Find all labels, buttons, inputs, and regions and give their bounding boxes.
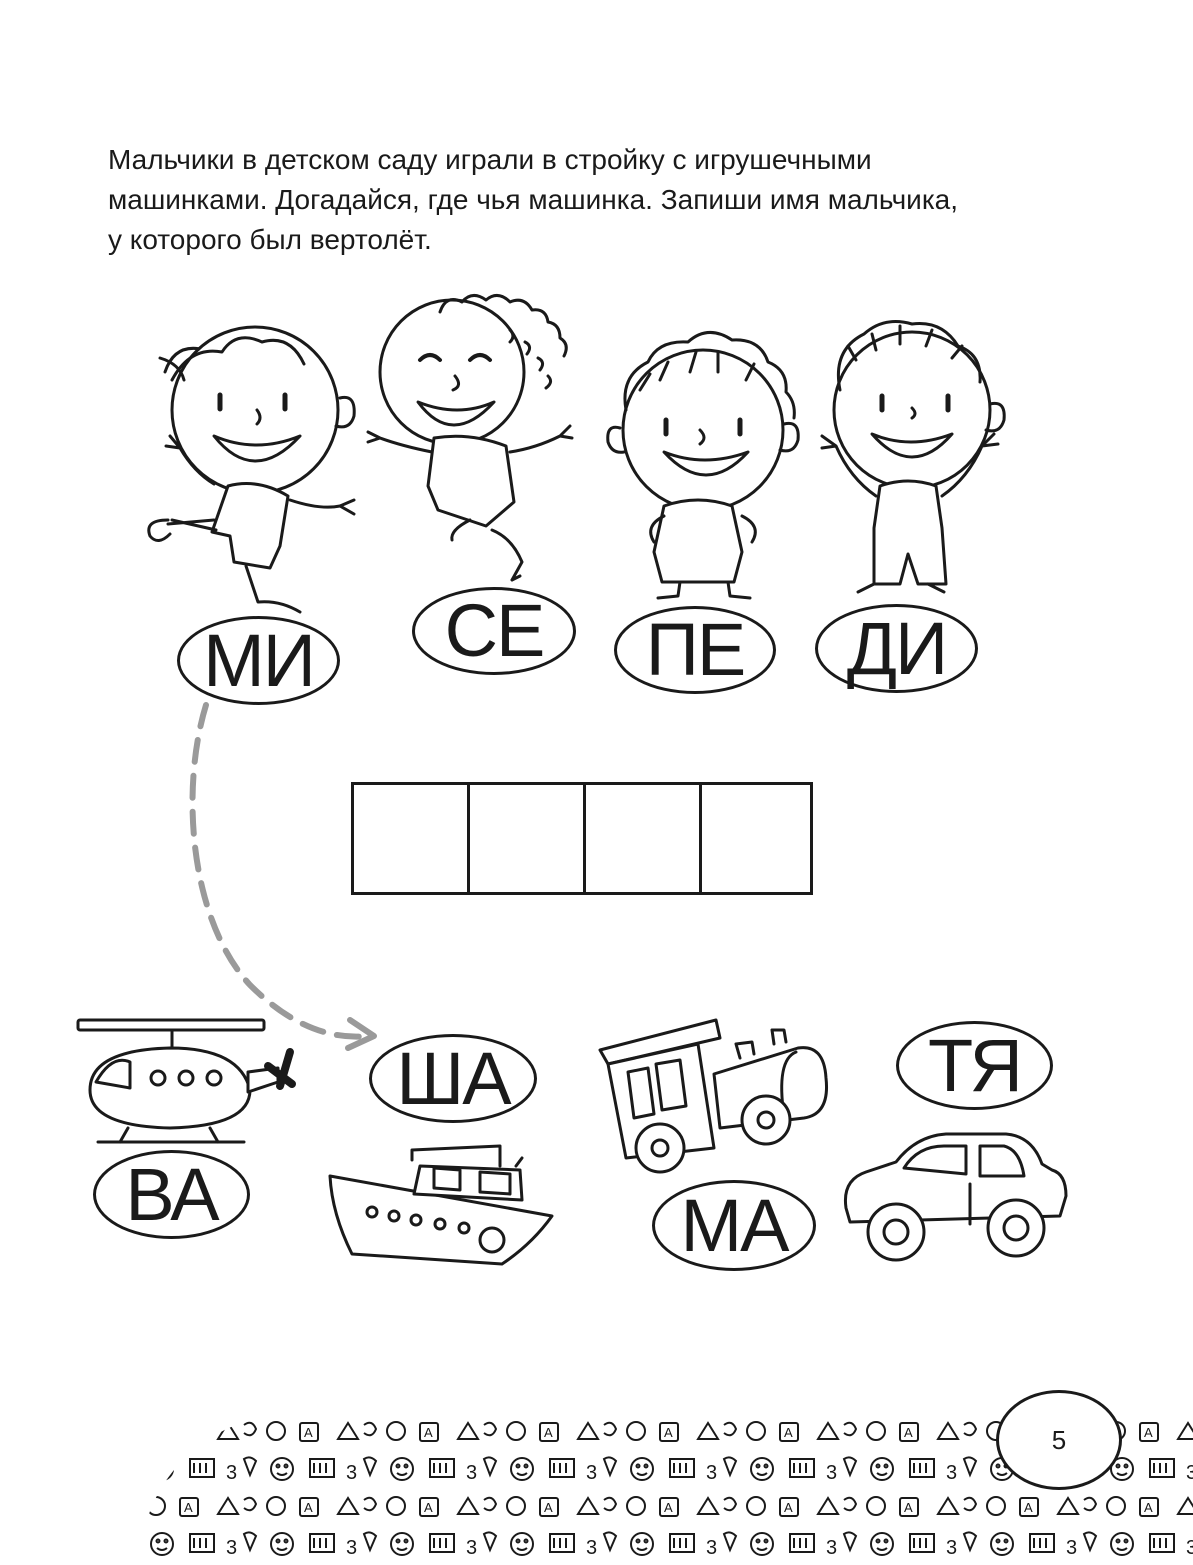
boy-standing-icon [608, 332, 798, 598]
instruction-line-3: у которого был вертолёт. [108, 224, 432, 255]
syllable-oval-car: ТЯ [896, 1021, 1053, 1110]
helicopter-icon [78, 1020, 292, 1142]
page-number: 5 [996, 1390, 1122, 1490]
syllable-oval-boy-2: СЕ [412, 587, 576, 675]
answer-cell[interactable] [702, 785, 810, 892]
syllable-oval-boy-3: ПЕ [614, 606, 776, 694]
answer-cell[interactable] [354, 785, 470, 892]
syllable-oval-boy-1: МИ [177, 616, 340, 705]
answer-boxes [351, 782, 813, 895]
instruction-line-1: Мальчики в детском саду играли в стройку с игрушечными [108, 144, 872, 175]
boy-arms-up-icon [822, 322, 1004, 592]
boy-waving-icon [149, 327, 354, 612]
syllable-oval-helicopter: ВА [93, 1150, 250, 1239]
boy-jumping-icon [368, 295, 572, 580]
syllable-oval-train: МА [652, 1180, 816, 1271]
syllable-oval-boy-4: ДИ [815, 604, 978, 693]
ship-icon [330, 1146, 552, 1264]
dashed-arrow-icon [193, 705, 374, 1048]
instruction-line-2: машинками. Догадайся, где чья машинка. Запиши имя мальчика, [108, 184, 959, 215]
answer-cell[interactable] [586, 785, 702, 892]
answer-cell[interactable] [470, 785, 586, 892]
syllable-oval-ship: ША [369, 1034, 537, 1123]
train-icon [600, 1020, 827, 1172]
car-icon [845, 1134, 1066, 1260]
